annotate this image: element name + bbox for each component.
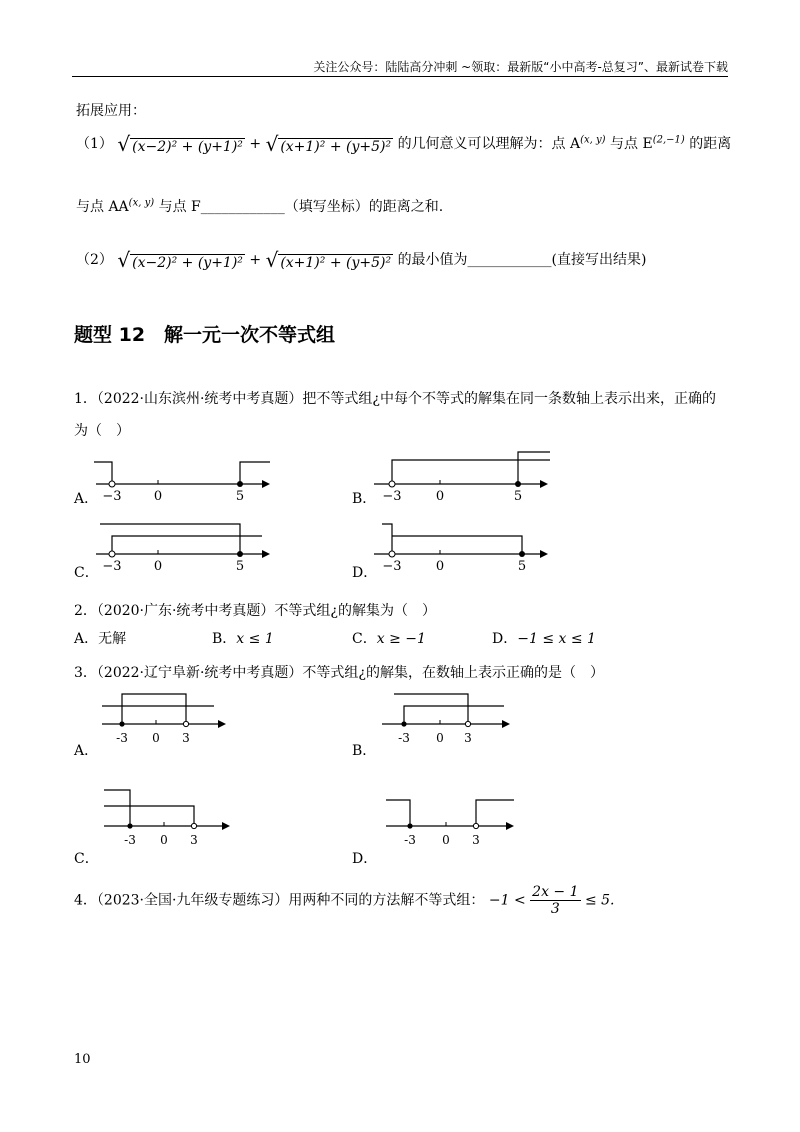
q2-option-a-label: A．: [74, 631, 99, 647]
page-number: 10: [74, 1052, 91, 1067]
plus-sign-2: +: [249, 252, 262, 268]
tick-neg3: −3: [102, 489, 122, 504]
q4-lhs: −1 <: [488, 892, 526, 909]
q1-number: （1）: [76, 136, 113, 152]
tick-0: 0: [442, 833, 450, 847]
tick-0: 0: [160, 833, 168, 847]
q4-line: [74, 884, 615, 917]
tick-0: 0: [153, 559, 163, 574]
q3-stem: 3．（2022·辽宁阜新·统考中考真题）不等式组¿的解集，在数轴上表示正确的是（ ）: [74, 665, 604, 681]
tick-neg3: −3: [382, 489, 402, 504]
q3-option-a-label[interactable]: A．: [74, 743, 99, 759]
tick-0: 0: [152, 731, 160, 745]
extension-q2: [76, 248, 647, 272]
q2-option-d-label: D．: [492, 631, 518, 647]
extension-title: 拓展应用：: [76, 103, 146, 119]
tick-5: 5: [235, 559, 245, 574]
q1-mid: 与点 E: [610, 136, 653, 152]
q2-option-c[interactable]: [352, 628, 426, 648]
radical-4: √ (x+1)² + (y+5)²: [265, 248, 392, 272]
header-rule: [72, 76, 728, 77]
q4-stem: 4．（2023·全国·九年级专题练习）用两种不同的方法解不等式组：: [74, 892, 485, 909]
q1-text: 的几何意义可以理解为：点 A: [397, 136, 581, 152]
q1-line2-a: 与点 AA: [76, 199, 129, 215]
q4-fraction: [530, 884, 580, 917]
q4-numerator: 2x − 1: [532, 884, 579, 900]
q2-option-a-text: 无解: [98, 631, 127, 647]
tick-neg3: -3: [124, 833, 136, 847]
plus-sign: +: [249, 136, 262, 152]
point-a: (x, y): [580, 134, 606, 146]
q2-option-d-text: −1 ≤ x ≤ 1: [517, 631, 596, 647]
q2-option-a[interactable]: [74, 628, 126, 648]
q1-option-b-label[interactable]: B．: [352, 491, 377, 507]
q2-option-b-text: x ≤ 1: [236, 631, 274, 647]
tick-neg3: -3: [116, 731, 128, 745]
radical-3: √ (x−2)² + (y+1)²: [117, 248, 243, 272]
tick-3: 3: [190, 833, 198, 847]
q4-denominator: 3: [550, 901, 560, 917]
q2-text: 的最小值为____________(直接写出结果): [397, 252, 647, 268]
tick-neg3: -3: [404, 833, 416, 847]
q3-option-a-numberline: [98, 686, 234, 750]
q2-option-c-text: x ≥ −1: [376, 631, 426, 647]
tick-5: 5: [517, 559, 527, 574]
extension-q1-line2: [76, 196, 443, 216]
tick-3: 3: [472, 833, 480, 847]
tick-5: 5: [513, 489, 523, 504]
extension-q1-line1: [76, 132, 731, 156]
q3-option-d-label[interactable]: D．: [352, 851, 378, 867]
q2-stem: 2．（2020·广东·统考中考真题）不等式组¿的解集为（ ）: [74, 603, 436, 619]
q2-option-b[interactable]: [212, 628, 274, 648]
tick-neg3: -3: [398, 731, 410, 745]
q2-option-d[interactable]: [492, 628, 596, 648]
q1-option-d-numberline: [370, 518, 556, 578]
q2-option-c-label: C．: [352, 631, 377, 647]
tick-5: 5: [235, 489, 245, 504]
q2-number: （2）: [76, 252, 113, 268]
q1-option-d-label[interactable]: D．: [352, 565, 378, 581]
q1-end: 的距离: [689, 136, 732, 152]
radical-2: √ (x+1)² + (y+5)²: [265, 132, 392, 156]
tick-neg3: −3: [382, 559, 402, 574]
q3-option-b-label[interactable]: B．: [352, 743, 377, 759]
page-header: 关注公众号：陆陆高分冲刺 ~领取：最新版“小中高考-总复习”、最新试卷下载: [313, 60, 728, 74]
q1-option-b-numberline: [370, 448, 556, 506]
q1-stem-line2: 为（ ）: [74, 423, 130, 439]
tick-0: 0: [153, 489, 163, 504]
tick-0: 0: [435, 489, 445, 504]
q1-option-a-numberline: [92, 456, 278, 506]
q1-stem-line1: 1．（2022·山东滨州·统考中考真题）把不等式组¿中每个不等式的解集在同一条数轴上表示出来，正确的: [74, 391, 716, 407]
tick-0: 0: [436, 731, 444, 745]
point-aa: (x, y): [128, 197, 155, 209]
q2-option-b-label: B．: [212, 631, 237, 647]
radical-1: √ (x−2)² + (y+1)²: [117, 132, 243, 156]
point-e: (2,−1): [652, 134, 685, 146]
tick-0: 0: [435, 559, 445, 574]
q3-option-d-numberline: [382, 796, 522, 852]
tick-neg3: −3: [102, 559, 122, 574]
q4-rhs: ≤ 5.: [584, 892, 615, 909]
tick-3: 3: [464, 731, 472, 745]
q3-option-c-label[interactable]: C．: [74, 851, 99, 867]
q1-line2-b: 与点 F____________（填写坐标）的距离之和.: [158, 199, 444, 215]
q1-option-c-numberline: [92, 518, 278, 578]
q1-option-a-label[interactable]: A．: [74, 491, 99, 507]
q1-option-c-label[interactable]: C．: [74, 565, 99, 581]
section-heading: 题型 12 解一元一次不等式组: [74, 324, 336, 346]
tick-3: 3: [182, 731, 190, 745]
q3-option-b-numberline: [378, 690, 518, 750]
q3-option-c-numberline: [100, 786, 236, 852]
